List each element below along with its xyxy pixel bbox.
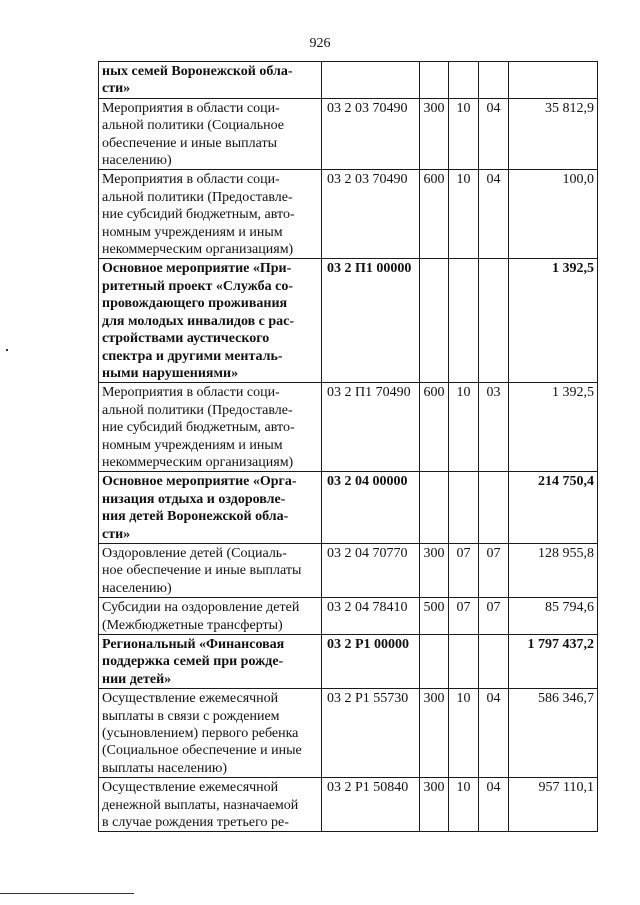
cell-amount: 100,0 bbox=[509, 170, 598, 259]
cell-name bbox=[99, 170, 322, 259]
cell-target-article: 03 2 P1 00000 bbox=[322, 635, 420, 689]
row-name-text: Региональный «Финансовая поддержка семей при рожде- нии детей» bbox=[102, 637, 285, 687]
cell-expense-type bbox=[420, 62, 449, 99]
cell-expense-type bbox=[420, 635, 449, 689]
cell-section bbox=[449, 62, 479, 99]
table-row bbox=[99, 259, 598, 383]
cell-section: 10 bbox=[449, 98, 479, 170]
table-row bbox=[99, 778, 598, 832]
budget-table bbox=[98, 61, 598, 832]
table-row bbox=[99, 383, 598, 472]
cell-expense-type: 500 bbox=[420, 598, 449, 635]
table-row bbox=[99, 62, 598, 99]
cell-name bbox=[99, 383, 322, 472]
table-row bbox=[99, 543, 598, 597]
table-body bbox=[99, 62, 598, 832]
cell-target-article: 03 2 П1 70490 bbox=[322, 383, 420, 472]
cell-expense-type: 300 bbox=[420, 98, 449, 170]
cell-section bbox=[449, 635, 479, 689]
table-row bbox=[99, 635, 598, 689]
cell-section: 10 bbox=[449, 170, 479, 259]
row-name-text: Основное мероприятие «Орга- низация отдыха и оздоровле- ния детей Воронежской обла- сти» bbox=[102, 474, 297, 542]
cell-amount: 85 794,6 bbox=[509, 598, 598, 635]
row-name-text: Мероприятия в области соци- альной политики (Социальное обеспечение и иные выплаты населению) bbox=[102, 100, 284, 169]
cell-amount: 1 392,5 bbox=[509, 259, 598, 383]
row-name-text: Мероприятия в области соци- альной политики (Предоставле- ние субсидий бюджетным, авто- номным учреждениям и иным некоммерческим организациям) bbox=[102, 172, 295, 258]
row-name-text: Осуществление ежемесячной денежной выплаты, назначаемой в случае рождения третьего ре- bbox=[102, 780, 299, 831]
cell-subsection bbox=[479, 62, 509, 99]
cell-section bbox=[449, 259, 479, 383]
cell-subsection: 03 bbox=[479, 383, 509, 472]
row-name-text: Субсидии на оздоровление детей (Межбюджетные трансферты) bbox=[102, 600, 300, 633]
cell-expense-type: 300 bbox=[420, 689, 449, 778]
table-row bbox=[99, 472, 598, 544]
cell-target-article: 03 2 04 78410 bbox=[322, 598, 420, 635]
cell-expense-type bbox=[420, 259, 449, 383]
cell-name bbox=[99, 778, 322, 832]
cell-expense-type: 600 bbox=[420, 383, 449, 472]
cell-subsection bbox=[479, 635, 509, 689]
cell-subsection: 04 bbox=[479, 778, 509, 832]
cell-section: 10 bbox=[449, 778, 479, 832]
cell-target-article: 03 2 П1 00000 bbox=[322, 259, 420, 383]
cell-target-article: 03 2 04 00000 bbox=[322, 472, 420, 544]
cell-target-article: 03 2 03 70490 bbox=[322, 170, 420, 259]
page-number: 926 bbox=[309, 36, 331, 51]
cell-name bbox=[99, 598, 322, 635]
row-name-text: Мероприятия в области соци- альной политики (Предоставле- ние субсидий бюджетным, авто- номным учреждениям и иным некоммерческим организациям) bbox=[102, 385, 295, 470]
cell-subsection bbox=[479, 472, 509, 544]
cell-name bbox=[99, 98, 322, 170]
cell-target-article: 03 2 P1 50840 bbox=[322, 778, 420, 832]
scan-speck bbox=[6, 349, 8, 351]
row-name-text: Осуществление ежемесячной выплаты в связи с рождением (усыновлением) первого ребенка (Социальное обеспечение и иные выплаты населению) bbox=[102, 691, 302, 776]
cell-name bbox=[99, 543, 322, 597]
footnote-rule bbox=[0, 893, 134, 894]
row-name-text: Оздоровление детей (Социаль- ное обеспечение и иные выплаты населению) bbox=[102, 545, 302, 596]
cell-name bbox=[99, 472, 322, 544]
table-row bbox=[99, 598, 598, 635]
cell-amount: 957 110,1 bbox=[509, 778, 598, 832]
cell-expense-type: 300 bbox=[420, 543, 449, 597]
row-name-text: Основное мероприятие «При- ритетный проект «Служба со- провождающего проживания для молодых инвалидов с рас- стройствами аустического спектра и другими менталь- ными нарушениями» bbox=[102, 261, 295, 381]
cell-name bbox=[99, 635, 322, 689]
cell-name bbox=[99, 259, 322, 383]
cell-amount: 1 797 437,2 bbox=[509, 635, 598, 689]
cell-section bbox=[449, 472, 479, 544]
cell-subsection: 07 bbox=[479, 543, 509, 597]
cell-section: 07 bbox=[449, 598, 479, 635]
cell-section: 07 bbox=[449, 543, 479, 597]
cell-amount: 35 812,9 bbox=[509, 98, 598, 170]
cell-target-article bbox=[322, 62, 420, 99]
cell-section: 10 bbox=[449, 689, 479, 778]
cell-target-article: 03 2 P1 55730 bbox=[322, 689, 420, 778]
cell-name bbox=[99, 689, 322, 778]
cell-subsection: 04 bbox=[479, 170, 509, 259]
table-row bbox=[99, 170, 598, 259]
table-row bbox=[99, 98, 598, 170]
cell-subsection: 07 bbox=[479, 598, 509, 635]
cell-target-article: 03 2 03 70490 bbox=[322, 98, 420, 170]
cell-expense-type: 300 bbox=[420, 778, 449, 832]
cell-amount: 214 750,4 bbox=[509, 472, 598, 544]
cell-amount: 128 955,8 bbox=[509, 543, 598, 597]
cell-amount: 586 346,7 bbox=[509, 689, 598, 778]
cell-expense-type bbox=[420, 472, 449, 544]
cell-section: 10 bbox=[449, 383, 479, 472]
cell-name bbox=[99, 62, 322, 99]
cell-subsection: 04 bbox=[479, 98, 509, 170]
cell-amount: 1 392,5 bbox=[509, 383, 598, 472]
cell-expense-type: 600 bbox=[420, 170, 449, 259]
cell-subsection bbox=[479, 259, 509, 383]
row-name-text: ных семей Воронежской обла- сти» bbox=[102, 64, 293, 97]
cell-amount bbox=[509, 62, 598, 99]
table-row bbox=[99, 689, 598, 778]
cell-target-article: 03 2 04 70770 bbox=[322, 543, 420, 597]
cell-subsection: 04 bbox=[479, 689, 509, 778]
